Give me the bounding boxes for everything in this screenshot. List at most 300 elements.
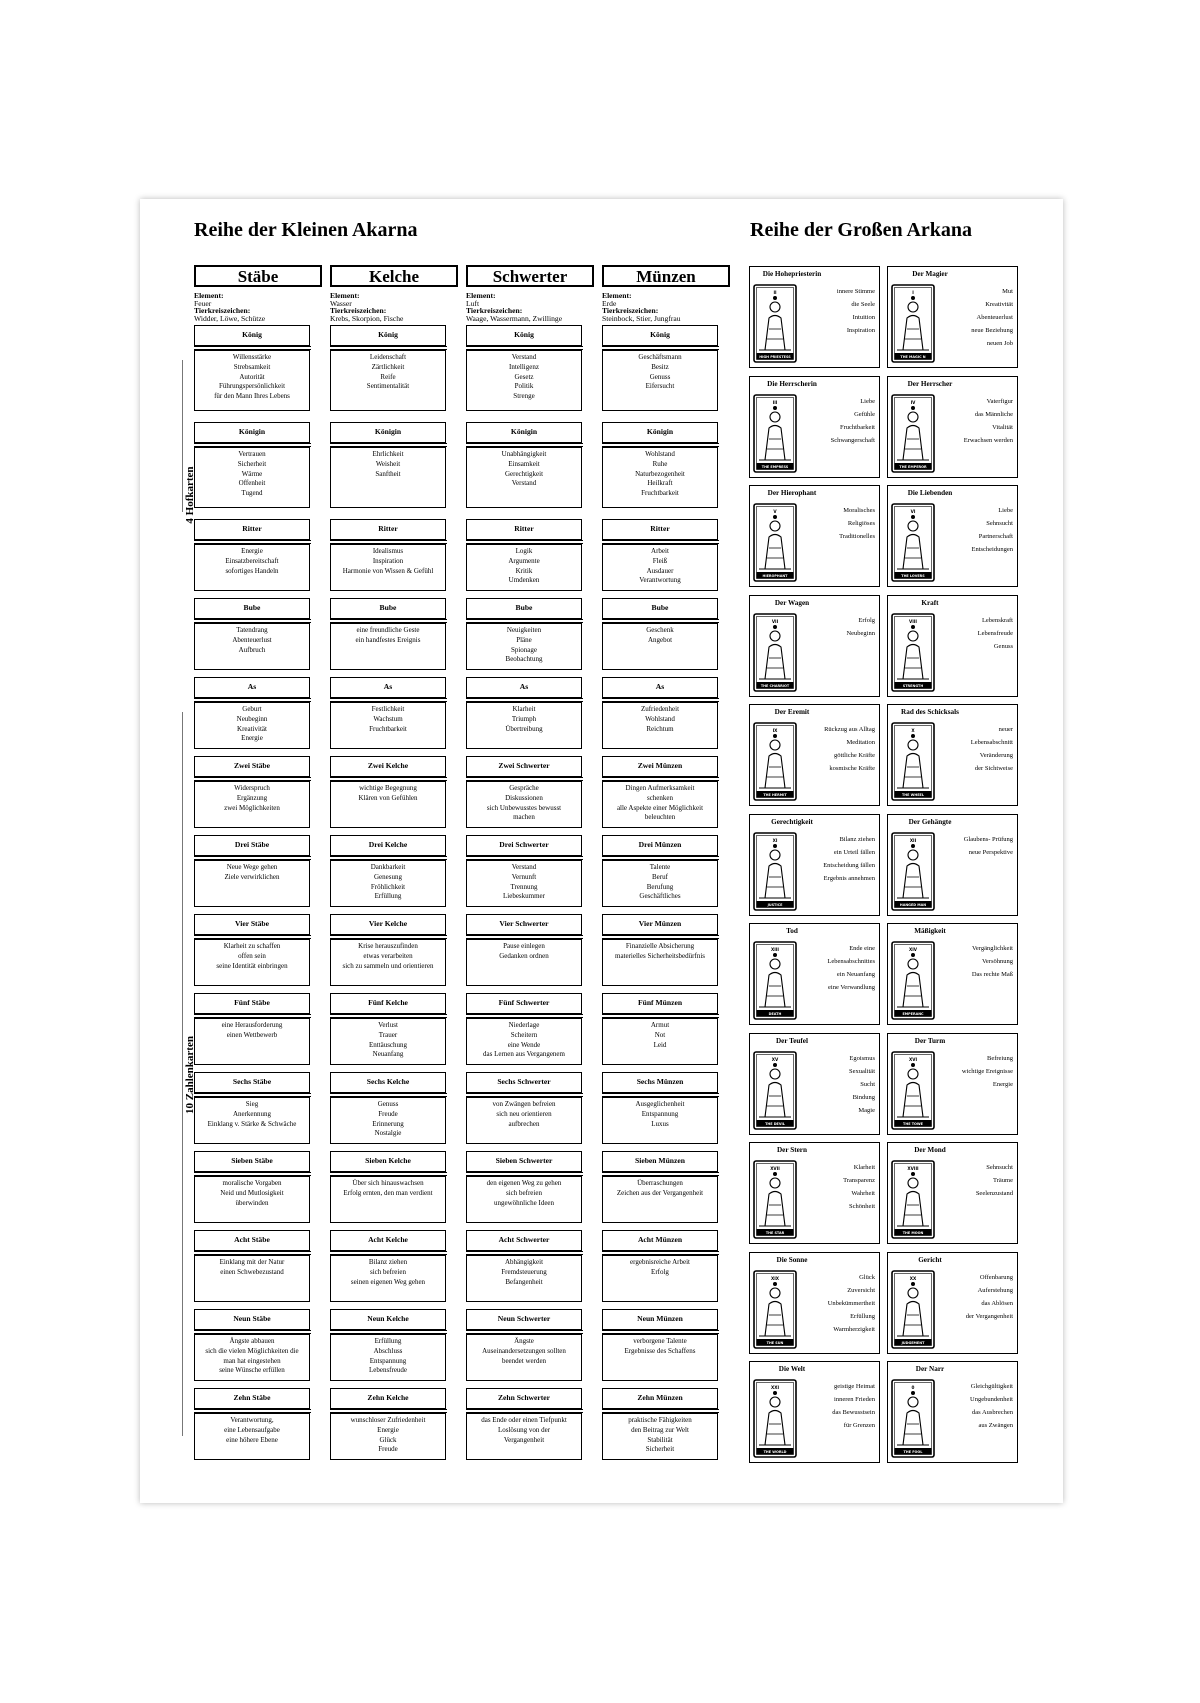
meaning-line: Enttäuschung xyxy=(368,1040,408,1049)
meaning-line: Triumph xyxy=(511,714,537,723)
zodiac-label: Tierkreiszeichen: xyxy=(466,306,523,316)
tarot-card-illustration xyxy=(891,1160,935,1239)
tarot-card-illustration xyxy=(753,503,797,582)
meaning-line: Trauer xyxy=(378,1030,398,1039)
major-arcana-card xyxy=(887,923,1018,1025)
meaning-line: ungewöhnliche Ideen xyxy=(493,1198,555,1207)
minor-card-title: Drei Stäbe xyxy=(194,835,310,856)
major-card-title: Der Magier xyxy=(912,270,948,278)
minor-card-meaning xyxy=(194,1334,310,1381)
zodiac-value: Krebs, Skorpion, Fische xyxy=(330,313,404,323)
minor-card-title: Zwei Kelche xyxy=(330,756,446,777)
suit-header: Münzen xyxy=(602,265,730,287)
minor-card-meaning xyxy=(330,1018,446,1065)
minor-card-meaning xyxy=(330,781,446,828)
meaning-line: Eifersucht xyxy=(645,382,675,391)
major-card-keywords xyxy=(807,285,875,337)
minor-card-meaning xyxy=(330,1255,446,1302)
minor-arcana-title: Reihe der Kleinen Akarna xyxy=(194,219,418,241)
meaning-line: wunschloser Zufriedenheit xyxy=(350,1416,426,1424)
minor-card-title: Ritter xyxy=(466,519,582,540)
meaning-line: verborgene Talente xyxy=(633,1337,687,1345)
card-numeral: I xyxy=(912,290,914,295)
tarot-card-illustration xyxy=(891,503,935,582)
minor-card-title: Acht Stäbe xyxy=(194,1230,310,1251)
keyword: das Ausbrechen xyxy=(972,1409,1013,1416)
minor-card-title: Fünf Münzen xyxy=(602,993,718,1014)
keyword: die Seele xyxy=(851,301,875,308)
card-caption: EMPERANC xyxy=(902,1012,924,1016)
meaning-line: moralische Vorgaben xyxy=(222,1179,282,1187)
minor-card-meaning xyxy=(602,1255,718,1302)
tarot-card-illustration xyxy=(753,1379,797,1458)
poster-sheet xyxy=(140,199,1063,1503)
card-numeral: XVIII xyxy=(907,1166,919,1171)
meaning-line: Pläne xyxy=(516,635,532,644)
keyword: Sehnsucht xyxy=(986,520,1013,527)
zodiac-label: Tierkreiszeichen: xyxy=(602,306,659,316)
card-caption: THE LOVERS xyxy=(901,574,925,578)
major-card-keywords xyxy=(945,833,1013,859)
card-numeral: XII xyxy=(909,837,917,843)
meaning-line: Neuigkeiten xyxy=(506,626,542,634)
card-caption: THE DEVIL xyxy=(765,1121,785,1126)
meaning-line: Vergangenheit xyxy=(503,1435,545,1444)
meaning-line: Intelligenz xyxy=(509,362,539,371)
card-numeral: III xyxy=(772,399,778,405)
keyword: Bilanz ziehen xyxy=(839,835,875,843)
major-card-keywords xyxy=(807,942,875,994)
minor-card-meaning xyxy=(194,1018,310,1065)
meaning-line: Gedanken ordnen xyxy=(499,951,549,960)
major-card-title: Der Mond xyxy=(914,1146,946,1154)
major-card-keywords xyxy=(945,395,1013,447)
minor-card-title: Königin xyxy=(602,422,718,443)
meaning-line: Ruhe xyxy=(652,459,668,468)
meaning-line: Ergebnisse des Schaffens xyxy=(624,1346,696,1355)
tarot-card-illustration xyxy=(891,394,935,473)
meaning-line: Verantwortung xyxy=(639,576,681,585)
tarot-card-illustration xyxy=(753,1160,797,1239)
minor-card-meaning xyxy=(466,623,582,670)
meaning-line: ein handfestes Ereignis xyxy=(355,635,421,644)
meaning-line: Fremdsteuerung xyxy=(501,1267,547,1276)
card-caption: THE MAGIC N xyxy=(900,355,926,359)
meaning-line: Sicherheit xyxy=(237,459,267,468)
meaning-line: Nostalgie xyxy=(374,1129,402,1138)
minor-card-meaning xyxy=(466,1334,582,1381)
minor-card-title: Sieben Stäbe xyxy=(194,1151,310,1172)
meaning-line: Erfüllung xyxy=(374,1337,402,1345)
meaning-line: Fruchtbarkeit xyxy=(369,724,407,733)
minor-card-title: Zwei Münzen xyxy=(602,756,718,777)
tarot-card-illustration xyxy=(891,1379,935,1458)
keyword: Ergebnis annehmen xyxy=(823,874,875,882)
major-card-title: Der Herrscher xyxy=(907,379,953,388)
meaning-line: Festlichkeit xyxy=(371,705,405,713)
keyword: Transparenz xyxy=(843,1177,875,1184)
major-arcana-card xyxy=(749,485,880,587)
major-card-title: Der Wagen xyxy=(774,598,810,607)
meaning-line: Abenteuerlust xyxy=(232,635,272,644)
major-arcana-card xyxy=(749,266,880,368)
meaning-line: Leidenschaft xyxy=(369,353,407,361)
card-caption: STRENGTH xyxy=(902,683,924,688)
minor-card-meaning xyxy=(466,1413,582,1460)
major-card-title: Die Liebenden xyxy=(907,489,953,497)
meaning-line: Ausdauer xyxy=(646,566,674,575)
meaning-line: Argumente xyxy=(508,556,540,565)
keyword: Vergänglichkeit xyxy=(971,945,1013,952)
card-caption: THE MOON xyxy=(902,1231,924,1235)
card-caption: THE FOOL xyxy=(903,1450,923,1454)
card-caption: THE TOWE xyxy=(903,1121,923,1126)
minor-card-meaning xyxy=(466,1255,582,1302)
keyword: Abenteuerlust xyxy=(976,314,1013,321)
minor-card-title: Drei Münzen xyxy=(602,835,718,856)
minor-card-meaning xyxy=(194,623,310,670)
court-cards-label: 4 Hofkarten xyxy=(184,466,196,524)
keyword: Wahrheit xyxy=(851,1190,875,1197)
meaning-line: Idealismus xyxy=(372,547,404,555)
meaning-line: Willensstärke xyxy=(232,353,272,361)
minor-card-meaning xyxy=(194,544,310,591)
keyword: Partnerschaft xyxy=(978,533,1013,540)
minor-card-title: Sechs Stäbe xyxy=(194,1072,310,1093)
meaning-line: Wohlstand xyxy=(645,450,675,458)
meaning-line: sich zu sammeln und orientieren xyxy=(342,961,434,970)
tarot-card-illustration xyxy=(891,832,935,911)
minor-card-title: Ritter xyxy=(330,519,446,540)
meaning-line: eine Herausforderung xyxy=(221,1021,283,1029)
meaning-line: eine Lebensaufgabe xyxy=(224,1425,280,1434)
meaning-line: das Lernen aus Vergangenem xyxy=(483,1050,565,1059)
card-numeral: XVI xyxy=(908,1056,918,1062)
minor-card-title: Ritter xyxy=(602,519,718,540)
meaning-line: Einklang mit der Natur xyxy=(219,1258,285,1266)
meaning-line: praktische Fähigkeiten xyxy=(628,1416,692,1424)
meaning-line: Anerkennung xyxy=(232,1109,272,1118)
minor-card-title: Acht Münzen xyxy=(602,1230,718,1251)
keyword: Schwangerschaft xyxy=(830,436,875,444)
card-caption: HANGED MAN xyxy=(899,902,927,907)
card-caption: HIGH PRIESTESS xyxy=(759,355,791,359)
meaning-line: sich die vielen Möglichkeiten die xyxy=(205,1346,299,1355)
major-card-keywords xyxy=(807,395,875,447)
meaning-line: Krise herauszufinden xyxy=(358,942,418,950)
meaning-line: Not xyxy=(654,1030,666,1039)
major-card-keywords xyxy=(807,723,875,775)
meaning-line: Erfolg ernten, den man verdient xyxy=(343,1188,433,1197)
meaning-line: den eigenen Weg zu gehen xyxy=(486,1179,562,1187)
minor-card-title: Bube xyxy=(330,598,446,619)
meaning-line: Genuss xyxy=(649,372,671,381)
court-bracket-line xyxy=(182,360,183,512)
meaning-line: Angebot xyxy=(647,635,673,644)
zodiac-label: Tierkreiszeichen: xyxy=(330,306,387,316)
minor-card-meaning xyxy=(330,623,446,670)
meaning-line: Logik xyxy=(515,547,533,555)
meaning-line: Arbeit xyxy=(651,547,669,555)
major-arcana-card xyxy=(749,704,880,806)
card-caption: THE EMPEROR xyxy=(899,464,927,469)
meaning-line: beleuchten xyxy=(644,813,676,822)
keyword: Klarheit xyxy=(853,1164,875,1171)
minor-card-meaning xyxy=(330,1097,446,1144)
keyword: Religiöses xyxy=(847,520,875,527)
keyword: Energie xyxy=(992,1080,1013,1088)
keyword: Erfüllung xyxy=(850,1312,875,1320)
card-numeral: XXI xyxy=(770,1385,780,1390)
major-arcana-card xyxy=(887,595,1018,697)
minor-card-title: Zwei Schwerter xyxy=(466,756,582,777)
minor-card-meaning xyxy=(466,447,582,508)
card-numeral: 0 xyxy=(911,1385,915,1390)
meaning-line: einen Wettbewerb xyxy=(226,1030,278,1039)
major-arcana-card xyxy=(887,266,1018,368)
tarot-card-illustration xyxy=(753,394,797,473)
keyword: wichtige Ereignisse xyxy=(961,1067,1013,1075)
major-card-title: Die Hohepriesterin xyxy=(762,270,822,278)
meaning-line: Beobachtung xyxy=(505,655,543,664)
keyword: Kreativität xyxy=(985,301,1013,308)
card-caption: THE WORLD xyxy=(763,1450,787,1454)
meaning-line: Zärtlichkeit xyxy=(371,362,405,371)
minor-card-title: Königin xyxy=(330,422,446,443)
keyword: neuen Job xyxy=(986,340,1013,347)
meaning-line: Neue Wege gehen xyxy=(226,863,278,871)
meaning-line: sich neu orientieren xyxy=(496,1109,552,1118)
minor-card-meaning xyxy=(602,860,718,907)
minor-card-title: Sechs Kelche xyxy=(330,1072,446,1093)
minor-card-meaning xyxy=(194,350,310,411)
keyword: Moralisches xyxy=(843,507,875,514)
meaning-line: Gespräche xyxy=(509,784,539,792)
keyword: Genuss xyxy=(993,642,1013,650)
keyword: Sucht xyxy=(860,1080,875,1088)
major-card-keywords xyxy=(945,614,1013,653)
minor-card-meaning xyxy=(602,939,718,986)
meaning-line: Neuanfang xyxy=(372,1050,404,1059)
keyword: Lebensfreude xyxy=(977,629,1013,637)
suit-info xyxy=(466,292,606,322)
meaning-line: Verstand xyxy=(511,353,537,361)
meaning-line: Kreativität xyxy=(237,724,267,733)
minor-card-meaning xyxy=(602,1176,718,1223)
number-cards-label: 10 Zahlenkarten xyxy=(184,1036,196,1114)
tarot-card-illustration xyxy=(891,284,935,363)
minor-card-meaning xyxy=(466,1097,582,1144)
meaning-line: Offenheit xyxy=(238,479,266,488)
element-value: Wasser xyxy=(330,298,352,308)
element-label: Element: xyxy=(330,291,360,300)
keyword: Warmherzigkeit xyxy=(833,1325,875,1333)
card-numeral: XV xyxy=(771,1056,779,1062)
keyword: Liebe xyxy=(998,507,1013,514)
meaning-line: den Beitrag zur Welt xyxy=(631,1425,689,1434)
major-card-keywords xyxy=(945,1161,1013,1200)
minor-card-title: Neun Münzen xyxy=(602,1309,718,1330)
minor-card-meaning xyxy=(194,860,310,907)
meaning-line: Geschäftliches xyxy=(639,892,681,901)
minor-card-title: Drei Kelche xyxy=(330,835,446,856)
keyword: Gleichgültigkeit xyxy=(970,1383,1013,1390)
major-arcana-card xyxy=(749,923,880,1025)
meaning-line: Energie xyxy=(377,1425,399,1434)
meaning-line: Führungspersönlichkeit xyxy=(218,382,286,391)
keyword: Erfolg xyxy=(858,616,875,624)
meaning-line: Trennung xyxy=(510,882,538,891)
major-card-title: Der Turm xyxy=(914,1036,946,1045)
meaning-line: ergebnisreiche Arbeit xyxy=(630,1258,690,1266)
minor-card-meaning xyxy=(194,1097,310,1144)
card-caption: THE WHEEL xyxy=(901,793,925,797)
meaning-line: Abhängigkeit xyxy=(504,1258,544,1266)
keyword: Fruchtbarkeit xyxy=(839,423,875,431)
keyword: Rückzug aus Alltag xyxy=(824,726,875,733)
major-card-title: Die Herrscherin xyxy=(767,379,817,388)
major-arcana-card xyxy=(749,1142,880,1244)
minor-card-title: Sieben Kelche xyxy=(330,1151,446,1172)
meaning-line: Lebensfreude xyxy=(368,1366,408,1375)
card-numeral: X xyxy=(911,728,915,733)
meaning-line: Ängste abbauen xyxy=(229,1337,275,1345)
meaning-line: das Ende oder einen Tiefpunkt xyxy=(481,1416,567,1424)
minor-card-meaning xyxy=(602,1097,718,1144)
meaning-line: Tugend xyxy=(241,489,263,498)
tarot-card-illustration xyxy=(891,1051,935,1130)
minor-card-title: Sieben Münzen xyxy=(602,1151,718,1172)
minor-card-meaning xyxy=(330,447,446,508)
major-card-keywords xyxy=(807,1271,875,1336)
minor-card-title: Drei Schwerter xyxy=(466,835,582,856)
major-card-keywords xyxy=(945,1271,1013,1323)
minor-card-meaning xyxy=(330,544,446,591)
keyword: für Grenzen xyxy=(843,1422,875,1429)
meaning-line: Bilanz ziehen xyxy=(368,1258,408,1266)
keyword: ein Urteil fällen xyxy=(833,848,875,856)
minor-card-meaning xyxy=(466,939,582,986)
major-card-title: Der Gehängte xyxy=(908,817,952,826)
meaning-line: Berufung xyxy=(646,882,674,891)
meaning-line: Vertrauen xyxy=(238,450,266,458)
meaning-line: Sieg xyxy=(245,1100,259,1108)
meaning-line: sofortiges Handeln xyxy=(225,566,279,575)
zodiac-label: Tierkreiszeichen: xyxy=(194,306,251,316)
keyword: Neubeginn xyxy=(846,629,875,637)
suit-header: Stäbe xyxy=(194,265,322,287)
keyword: inneren Frieden xyxy=(834,1396,875,1403)
meaning-line: Weisheit xyxy=(375,459,401,468)
minor-card-title: König xyxy=(330,325,446,346)
keyword: Lebensabschnittes xyxy=(827,958,875,965)
meaning-line: Liebeskummer xyxy=(503,892,545,901)
meaning-line: Zeichen aus der Vergangenheit xyxy=(616,1188,704,1197)
meaning-line: Kritik xyxy=(515,566,533,575)
keyword: Egoismus xyxy=(849,1054,875,1062)
keyword: Magie xyxy=(858,1106,875,1114)
minor-card-title: Zehn Stäbe xyxy=(194,1388,310,1409)
meaning-line: Vernunft xyxy=(511,872,537,881)
keyword: innere Stimme xyxy=(836,288,875,295)
meaning-line: Harmonie von Wissen & Gefühl xyxy=(342,566,434,575)
minor-card-meaning xyxy=(194,781,310,828)
minor-card-meaning xyxy=(194,447,310,508)
meaning-line: Freude xyxy=(378,1445,398,1454)
minor-card-title: Zehn Kelche xyxy=(330,1388,446,1409)
card-caption: JUDGEMENT xyxy=(901,1340,925,1345)
meaning-line: Verlust xyxy=(378,1021,398,1029)
keyword: Erwachsen werden xyxy=(963,436,1013,444)
meaning-line: Wachstum xyxy=(373,714,403,723)
meaning-line: seine Wünsche erfüllen xyxy=(219,1366,285,1375)
suit-header: Schwerter xyxy=(466,265,594,287)
minor-card-meaning xyxy=(466,860,582,907)
minor-card-meaning xyxy=(602,350,718,411)
meaning-line: beendet werden xyxy=(501,1356,547,1365)
tarot-card-illustration xyxy=(891,1270,935,1349)
meaning-line: Scheitern xyxy=(510,1030,538,1039)
minor-card-title: Acht Schwerter xyxy=(466,1230,582,1251)
minor-card-meaning xyxy=(602,1413,718,1460)
major-arcana-card xyxy=(749,376,880,478)
meaning-line: Pause einlegen xyxy=(503,942,545,950)
card-numeral: XI xyxy=(772,837,778,843)
minor-card-title: Zehn Münzen xyxy=(602,1388,718,1409)
keyword: Mut xyxy=(1002,288,1013,295)
major-card-keywords xyxy=(807,1052,875,1117)
meaning-line: Ergänzung xyxy=(236,793,268,802)
meaning-line: Befangenheit xyxy=(505,1277,543,1286)
meaning-line: Geschäftsmann xyxy=(638,353,682,361)
meaning-line: Einsatzbereitschaft xyxy=(225,556,279,565)
card-numeral: II xyxy=(773,290,777,295)
meaning-line: Dingen Aufmerksamkeit xyxy=(625,784,695,792)
meaning-line: man hat eingestehen xyxy=(223,1356,281,1365)
minor-card-title: König xyxy=(466,325,582,346)
meaning-line: Tatendrang xyxy=(236,626,268,634)
tarot-card-illustration xyxy=(753,284,797,363)
meaning-line: Glück xyxy=(379,1435,397,1444)
minor-card-meaning xyxy=(194,702,310,749)
meaning-line: Einklang v. Stärke & Schwäche xyxy=(207,1119,297,1128)
meaning-line: Strebsamkeit xyxy=(233,362,271,371)
minor-card-title: As xyxy=(602,677,718,698)
minor-card-meaning xyxy=(330,939,446,986)
meaning-line: sich befreien xyxy=(506,1188,542,1197)
suit-header: Kelche xyxy=(330,265,458,287)
keyword: Lebenskraft xyxy=(981,616,1013,624)
minor-card-meaning xyxy=(466,702,582,749)
tarot-card-illustration xyxy=(891,941,935,1020)
meaning-line: Energie xyxy=(241,547,263,555)
meaning-line: Sicherheit xyxy=(645,1445,675,1454)
keyword: Versöhnung xyxy=(981,958,1013,965)
meaning-line: Erfolg xyxy=(651,1267,669,1276)
major-card-title: Tod xyxy=(786,927,798,935)
keyword: geistige Heimat xyxy=(834,1383,875,1390)
meaning-line: Über sich hinauswachsen xyxy=(352,1179,424,1187)
keyword: Veränderung xyxy=(979,752,1013,759)
keyword: ein Neuanfang xyxy=(836,971,875,978)
keyword: der Sichtweise xyxy=(974,765,1013,772)
meaning-line: Ausgeglichenheit xyxy=(635,1100,685,1108)
keyword: Glaubens- Prüfung xyxy=(963,835,1013,843)
meaning-line: Übertreibung xyxy=(505,724,543,733)
major-arcana-card xyxy=(887,485,1018,587)
major-arcana-card xyxy=(887,704,1018,806)
meaning-line: Entspannung xyxy=(641,1109,679,1118)
